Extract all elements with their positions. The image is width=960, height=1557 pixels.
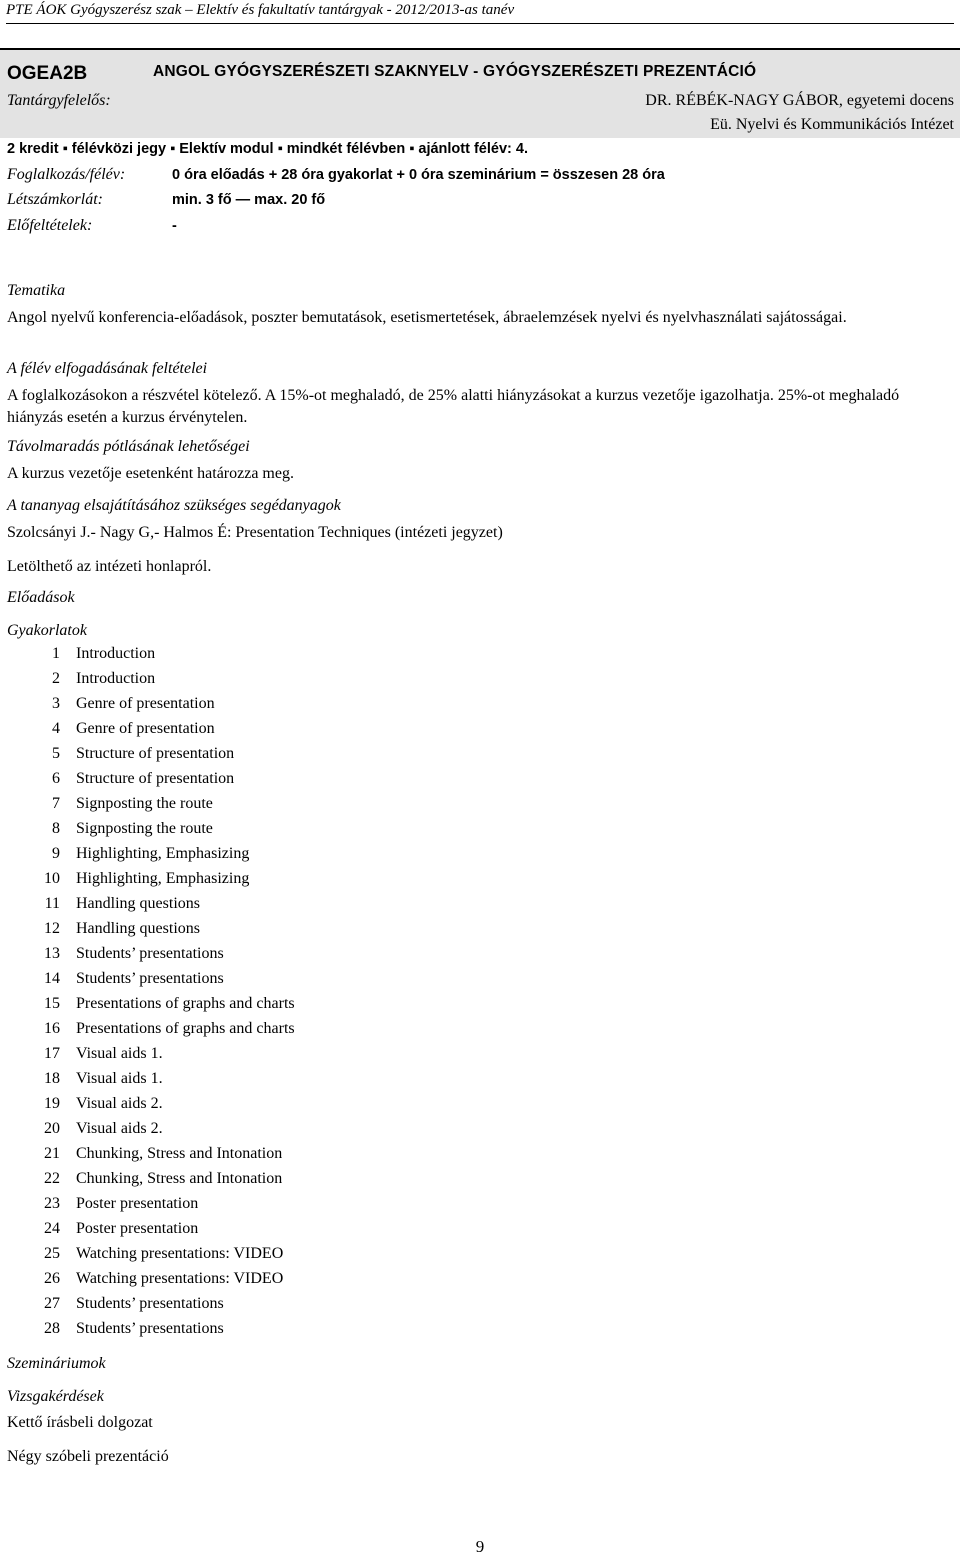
list-item-number: 6 (52, 770, 60, 787)
tematika-heading: Tematika (7, 282, 66, 299)
list-item-number: 25 (44, 1245, 60, 1262)
responsible-institute: Eü. Nyelvi és Kommunikációs Intézet (710, 116, 954, 133)
list-item-text: Presentations of graphs and charts (76, 1020, 295, 1037)
hours-label: Foglalkozás/félév: (7, 166, 126, 183)
list-item-number: 26 (44, 1270, 60, 1287)
list-item-number: 5 (52, 745, 60, 762)
running-head: PTE ÁOK Gyógyszerész szak – Elektív és fakultatív tantárgyak - 2012/2013-as tanév (6, 2, 515, 18)
lectures-heading: Előadások (7, 589, 75, 606)
list-item-number: 23 (44, 1195, 60, 1212)
responsible-name: DR. RÉBÉK-NAGY GÁBOR, egyetemi docens (645, 92, 954, 109)
course-info-line: 2 kredit ▪ félévközi jegy ▪ Elektív modul ▪ mindkét félévben ▪ ajánlott félév: 4. (7, 141, 528, 157)
list-item-number: 4 (52, 720, 60, 737)
course-header-rule (0, 48, 960, 50)
list-item-text: Structure of presentation (76, 770, 235, 787)
list-item-number: 7 (52, 795, 60, 812)
list-item-text: Students’ presentations (76, 1295, 224, 1312)
list-item-text: Handling questions (76, 895, 200, 912)
list-item-text: Visual aids 1. (76, 1045, 163, 1062)
list-item-text: Handling questions (76, 920, 200, 937)
list-item-text: Highlighting, Emphasizing (76, 845, 250, 862)
list-item-text: Students’ presentations (76, 1320, 224, 1337)
list-item-text: Genre of presentation (76, 720, 215, 737)
list-item-text: Structure of presentation (76, 745, 235, 762)
practicals-heading: Gyakorlatok (7, 622, 87, 639)
exams-heading: Vizsgakérdések (7, 1388, 104, 1405)
tematika-text: Angol nyelvű konferencia-előadások, poszter bemutatások, esetismertetések, ábraelemzések nyelvi és nyelvhasználati sajátosságai. (7, 309, 847, 326)
acceptance-text: A foglalkozásokon a részvétel kötelező. A 15%-ot meghaladó, de 25% alatti hiányzásokat a kurzus vezetője igazolhatja. 25%-ot meghaladó hiányzás esetén a kurzus érvénytelen. (7, 387, 900, 426)
list-item-number: 24 (44, 1220, 60, 1237)
list-item-text: Visual aids 2. (76, 1120, 163, 1137)
hours-value: 0 óra előadás + 28 óra gyakorlat + 0 óra szeminárium = összesen 28 óra (172, 167, 665, 183)
list-item-number: 14 (44, 970, 60, 987)
list-item-text: Students’ presentations (76, 970, 224, 987)
header-rule (6, 23, 954, 24)
list-item-text: Highlighting, Emphasizing (76, 870, 250, 887)
list-item-number: 3 (52, 695, 60, 712)
list-item-text: Poster presentation (76, 1195, 199, 1212)
acceptance-heading: A félév elfogadásának feltételei (7, 360, 208, 377)
list-item-number: 18 (44, 1070, 60, 1087)
list-item-text: Chunking, Stress and Intonation (76, 1170, 283, 1187)
list-item-number: 21 (44, 1145, 60, 1162)
list-item-number: 27 (44, 1295, 60, 1312)
list-item-number: 22 (44, 1170, 60, 1187)
exam-item-1: Kettő írásbeli dolgozat (7, 1414, 153, 1431)
prereq-value: - (172, 218, 177, 234)
list-item-text: Visual aids 2. (76, 1095, 163, 1112)
list-item-text: Signposting the route (76, 795, 213, 812)
capacity-label: Létszámkorlát: (7, 191, 103, 208)
list-item-text: Signposting the route (76, 820, 213, 837)
list-item-number: 19 (44, 1095, 60, 1112)
list-item-number: 9 (52, 845, 60, 862)
seminars-heading: Szemináriumok (7, 1355, 106, 1372)
list-item-text: Introduction (76, 670, 156, 687)
list-item-number: 16 (44, 1020, 60, 1037)
prereq-label: Előfeltételek: (7, 217, 93, 234)
list-item-text: Introduction (76, 645, 156, 662)
list-item-number: 1 (52, 645, 60, 662)
list-item-number: 28 (44, 1320, 60, 1337)
list-item-text: Chunking, Stress and Intonation (76, 1145, 283, 1162)
page-number: 9 (475, 1537, 485, 1556)
list-item-text: Genre of presentation (76, 695, 215, 712)
download-text: Letölthető az intézeti honlapról. (7, 558, 212, 575)
responsible-label: Tantárgyfelelős: (7, 92, 111, 109)
list-item-number: 13 (44, 945, 60, 962)
list-item-number: 12 (44, 920, 60, 937)
absence-text: A kurzus vezetője esetenként határozza meg. (7, 465, 294, 482)
course-title: ANGOL GYÓGYSZERÉSZETI SZAKNYELV - GYÓGYSZERÉSZETI PREZENTÁCIÓ (153, 63, 757, 80)
list-item-text: Watching presentations: VIDEO (76, 1270, 284, 1287)
course-code: OGEA2B (7, 63, 88, 84)
materials-text: Szolcsányi J.- Nagy G,- Halmos É: Presentation Techniques (intézeti jegyzet) (7, 524, 503, 541)
list-item-text: Students’ presentations (76, 945, 224, 962)
absence-heading: Távolmaradás pótlásának lehetőségei (7, 438, 250, 455)
list-item-number: 17 (44, 1045, 60, 1062)
list-item-number: 15 (44, 995, 60, 1012)
materials-heading: A tananyag elsajátításához szükséges segédanyagok (7, 497, 341, 514)
capacity-value: min. 3 fő — max. 20 fő (172, 192, 326, 208)
list-item-number: 8 (52, 820, 60, 837)
list-item-number: 2 (52, 670, 60, 687)
list-item-text: Visual aids 1. (76, 1070, 163, 1087)
list-item-number: 11 (44, 895, 60, 912)
list-item-number: 20 (44, 1120, 60, 1137)
list-item-text: Poster presentation (76, 1220, 199, 1237)
exam-item-2: Négy szóbeli prezentáció (7, 1448, 169, 1465)
list-item-number: 10 (44, 870, 60, 887)
list-item-text: Watching presentations: VIDEO (76, 1245, 284, 1262)
list-item-text: Presentations of graphs and charts (76, 995, 295, 1012)
